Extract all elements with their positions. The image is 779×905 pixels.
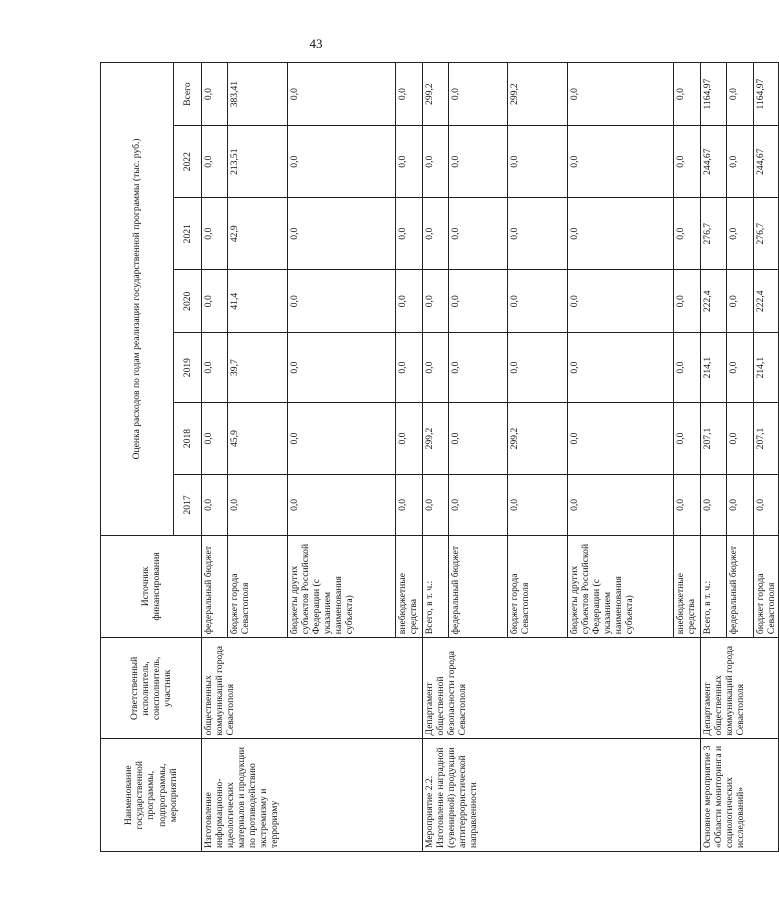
header-total: Всего bbox=[174, 63, 202, 126]
year-value-cell: 0,0 bbox=[449, 333, 508, 403]
year-value-cell: 0,0 bbox=[727, 333, 754, 403]
year-value-cell: 0,0 bbox=[568, 403, 674, 475]
year-value-cell: 0,0 bbox=[202, 270, 228, 333]
header-year: 2022 bbox=[174, 126, 202, 198]
program-name-cell: Мероприятие 2.2. Изготовление наградной (сувенирной) продукции антитеррористической направленности bbox=[423, 739, 701, 852]
funding-source-cell: бюджеты других субъектов Российской Федерации (с указанием наименования субъекта) bbox=[288, 535, 396, 637]
page-number: 43 bbox=[309, 36, 323, 51]
executor-cell: Департамент общественных коммуникаций города Севастополя bbox=[701, 638, 779, 739]
header-executor: Ответственный исполнитель, соисполнитель, участник bbox=[101, 638, 202, 739]
year-value-cell: 0,0 bbox=[568, 333, 674, 403]
total-cell: 0,0 bbox=[288, 63, 396, 126]
total-cell: 0,0 bbox=[674, 63, 701, 126]
funding-source-cell: бюджет города Севастополя bbox=[508, 535, 568, 637]
year-value-cell: 299,2 bbox=[423, 403, 449, 475]
year-value-cell: 0,0 bbox=[674, 475, 701, 536]
total-cell: 1164,97 bbox=[754, 63, 779, 126]
total-cell: 299,2 bbox=[508, 63, 568, 126]
header-year: 2018 bbox=[174, 403, 202, 475]
year-value-cell: 214,1 bbox=[754, 333, 779, 403]
year-value-cell: 42,9 bbox=[228, 198, 288, 270]
year-value-cell: 0,0 bbox=[288, 333, 396, 403]
year-value-cell: 0,0 bbox=[727, 198, 754, 270]
year-value-cell: 244,67 bbox=[701, 126, 727, 198]
funding-source-cell: федеральный бюджет bbox=[449, 535, 508, 637]
year-value-cell: 0,0 bbox=[396, 333, 423, 403]
year-value-cell: 0,0 bbox=[727, 475, 754, 536]
total-cell: 383,41 bbox=[228, 63, 288, 126]
year-value-cell: 0,0 bbox=[754, 475, 779, 536]
total-cell: 0,0 bbox=[202, 63, 228, 126]
expenditure-table bbox=[100, 62, 779, 852]
total-cell: 0,0 bbox=[449, 63, 508, 126]
year-value-cell: 0,0 bbox=[202, 475, 228, 536]
year-value-cell: 39,7 bbox=[228, 333, 288, 403]
table-row bbox=[202, 63, 228, 852]
year-value-cell: 0,0 bbox=[508, 126, 568, 198]
program-name-cell: Основное мероприятие 3 «Области мониторинга и социологических исследований» bbox=[701, 739, 779, 852]
year-value-cell: 0,0 bbox=[396, 126, 423, 198]
year-value-cell: 0,0 bbox=[449, 126, 508, 198]
year-value-cell: 244,67 bbox=[754, 126, 779, 198]
table-header bbox=[101, 63, 202, 852]
year-value-cell: 0,0 bbox=[423, 270, 449, 333]
year-value-cell: 0,0 bbox=[568, 270, 674, 333]
executor-cell: общественных коммуникаций города Севастополя bbox=[202, 638, 423, 739]
year-value-cell: 222,4 bbox=[754, 270, 779, 333]
year-value-cell: 0,0 bbox=[508, 333, 568, 403]
program-name-cell: Изготовление информационно-идеологических материалов и продукции по противодействию экстремизму и терроризму bbox=[202, 739, 423, 852]
year-value-cell: 0,0 bbox=[568, 198, 674, 270]
year-value-cell: 0,0 bbox=[701, 475, 727, 536]
year-value-cell: 0,0 bbox=[674, 270, 701, 333]
year-value-cell: 0,0 bbox=[674, 198, 701, 270]
year-value-cell: 0,0 bbox=[727, 270, 754, 333]
year-value-cell: 45,9 bbox=[228, 403, 288, 475]
year-value-cell: 0,0 bbox=[423, 198, 449, 270]
year-value-cell: 0,0 bbox=[396, 270, 423, 333]
year-value-cell: 299,2 bbox=[508, 403, 568, 475]
year-value-cell: 0,0 bbox=[202, 403, 228, 475]
year-value-cell: 0,0 bbox=[396, 475, 423, 536]
header-year: 2017 bbox=[174, 475, 202, 536]
year-value-cell: 0,0 bbox=[508, 475, 568, 536]
header-source: Источник финансирования bbox=[101, 535, 202, 637]
year-value-cell: 213,51 bbox=[228, 126, 288, 198]
funding-source-cell: Всего, в т. ч.: bbox=[423, 535, 449, 637]
year-value-cell: 0,0 bbox=[288, 270, 396, 333]
year-value-cell: 0,0 bbox=[423, 333, 449, 403]
year-value-cell: 0,0 bbox=[508, 198, 568, 270]
funding-source-cell: бюджет города Севастополя bbox=[228, 535, 288, 637]
year-value-cell: 0,0 bbox=[568, 475, 674, 536]
executor-cell: Департамент общественной безопасности города Севастополя bbox=[423, 638, 701, 739]
funding-source-cell: бюджет города Севастополя bbox=[754, 535, 779, 637]
header-year: 2021 bbox=[174, 198, 202, 270]
table-row bbox=[423, 63, 449, 852]
year-value-cell: 0,0 bbox=[568, 126, 674, 198]
year-value-cell: 207,1 bbox=[754, 403, 779, 475]
year-value-cell: 0,0 bbox=[288, 198, 396, 270]
table-body bbox=[202, 63, 779, 852]
year-value-cell: 0,0 bbox=[228, 475, 288, 536]
header-estimate: Оценка расходов по годам реализации государственной программы (тыс. руб.) bbox=[101, 63, 174, 536]
header-year: 2019 bbox=[174, 333, 202, 403]
year-value-cell: 0,0 bbox=[674, 403, 701, 475]
year-value-cell: 0,0 bbox=[423, 475, 449, 536]
year-value-cell: 0,0 bbox=[674, 333, 701, 403]
funding-source-cell: Всего, в т. ч.: bbox=[701, 535, 727, 637]
year-value-cell: 276,7 bbox=[701, 198, 727, 270]
year-value-cell: 41,4 bbox=[228, 270, 288, 333]
total-cell: 0,0 bbox=[396, 63, 423, 126]
total-cell: 1164,97 bbox=[701, 63, 727, 126]
year-value-cell: 0,0 bbox=[202, 126, 228, 198]
year-value-cell: 0,0 bbox=[202, 333, 228, 403]
funding-source-cell: федеральный бюджет bbox=[202, 535, 228, 637]
year-value-cell: 0,0 bbox=[396, 198, 423, 270]
funding-source-cell: внебюджетные средства bbox=[674, 535, 701, 637]
year-value-cell: 0,0 bbox=[674, 126, 701, 198]
header-name: Наименование государственной программы, подпрограммы, мероприятий bbox=[101, 739, 202, 852]
funding-source-cell: бюджеты других субъектов Российской Федерации (с указанием наименования субъекта) bbox=[568, 535, 674, 637]
year-value-cell: 0,0 bbox=[449, 403, 508, 475]
table-row bbox=[701, 63, 727, 852]
year-value-cell: 0,0 bbox=[508, 270, 568, 333]
total-cell: 0,0 bbox=[727, 63, 754, 126]
rotated-table-container bbox=[100, 62, 778, 852]
funding-source-cell: внебюджетные средства bbox=[396, 535, 423, 637]
year-value-cell: 0,0 bbox=[449, 475, 508, 536]
year-value-cell: 0,0 bbox=[727, 126, 754, 198]
year-value-cell: 207,1 bbox=[701, 403, 727, 475]
year-value-cell: 222,4 bbox=[701, 270, 727, 333]
year-value-cell: 0,0 bbox=[396, 403, 423, 475]
year-value-cell: 214,1 bbox=[701, 333, 727, 403]
year-value-cell: 0,0 bbox=[449, 270, 508, 333]
year-value-cell: 0,0 bbox=[288, 403, 396, 475]
year-value-cell: 276,7 bbox=[754, 198, 779, 270]
year-value-cell: 0,0 bbox=[288, 126, 396, 198]
total-cell: 0,0 bbox=[568, 63, 674, 126]
year-value-cell: 0,0 bbox=[449, 198, 508, 270]
total-cell: 299,2 bbox=[423, 63, 449, 126]
year-value-cell: 0,0 bbox=[423, 126, 449, 198]
year-value-cell: 0,0 bbox=[202, 198, 228, 270]
header-year: 2020 bbox=[174, 270, 202, 333]
year-value-cell: 0,0 bbox=[727, 403, 754, 475]
funding-source-cell: федеральный бюджет bbox=[727, 535, 754, 637]
year-value-cell: 0,0 bbox=[288, 475, 396, 536]
